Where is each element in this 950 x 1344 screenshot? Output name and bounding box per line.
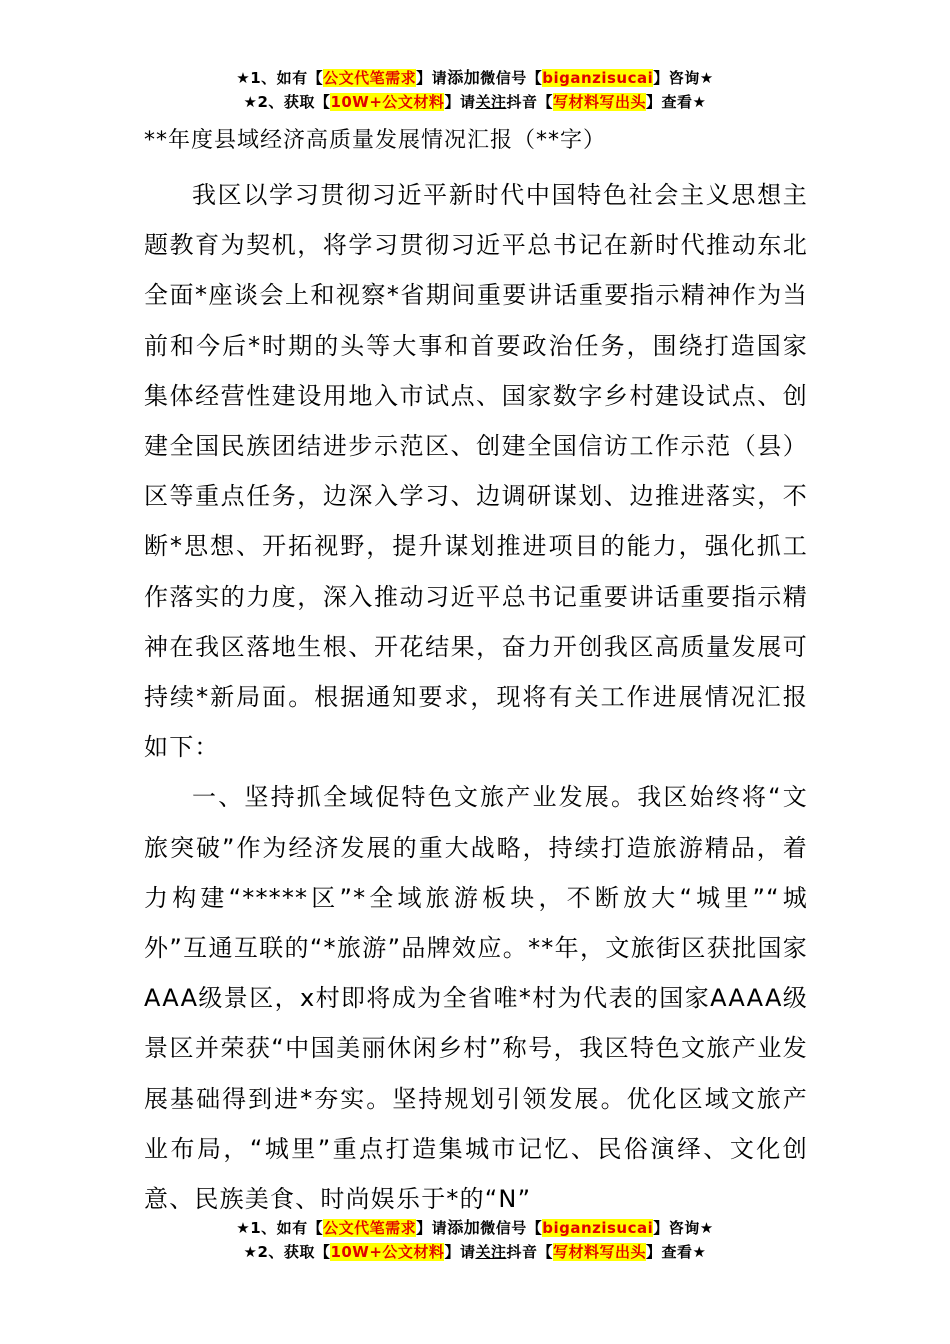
promo-text: 】咨询★ <box>653 69 714 87</box>
promo-highlight: 公文代笔需求 <box>323 1219 417 1237</box>
promo-text: 微信号【 <box>480 1219 543 1237</box>
promo-text: 】请 <box>444 93 476 111</box>
promo-text: 微信号【 <box>480 69 543 87</box>
promo-emphasis: 添加 <box>447 1218 481 1237</box>
promo-highlight: 10W+公文材料 <box>330 1243 445 1261</box>
body-paragraph: 我区以学习贯彻习近平新时代中国特色社会主义思想主题教育为契机，将学习贯彻习近平总书记在新时代推动东北全面*座谈会上和视察*省期间重要讲话重要指示精神作为当前和今后*时期的头等大事和首要政治任务，围绕打造国家集体经营性建设用地入市试点、国家数字乡村建设试点、创建全国民族团结进步示范区、创建全国信访工作示范（县）区等重点任务，边深入学习、边调研谋划、边推进落实，不断*思想、开拓视野，提升谋划推进项目的能力，强化抓工作落实的力度，深入推动习近平总书记重要讲话重要指示精神在我区落地生根、开花结果，奋力开创我区高质量发展可持续*新局面。根据通知要求，现将有关工作进展情况汇报如下： <box>144 181 808 762</box>
promo-emphasis: 关注 <box>475 93 507 111</box>
promo-text: 抖音【 <box>506 1243 553 1261</box>
promo-text: 】请 <box>416 69 448 87</box>
promo-wechat-id: biganzisucai <box>542 1219 654 1237</box>
promo-line-1 <box>0 66 950 90</box>
top-promo-banner <box>0 66 950 114</box>
promo-line-2 <box>0 1240 950 1264</box>
promo-emphasis: 关注 <box>475 1243 507 1261</box>
promo-text: 】查看★ <box>646 1243 707 1261</box>
promo-text: 】请 <box>416 1219 448 1237</box>
promo-text: ★1、如有【 <box>236 69 324 87</box>
promo-wechat-id: biganzisucai <box>542 69 654 87</box>
bottom-promo-banner <box>0 1216 950 1264</box>
promo-highlight: 公文代笔需求 <box>323 69 417 87</box>
promo-text: 】咨询★ <box>653 1219 714 1237</box>
promo-highlight: 10W+公文材料 <box>330 93 445 111</box>
promo-douyin-id: 写材料写出头 <box>552 93 646 111</box>
promo-douyin-id: 写材料写出头 <box>552 1243 646 1261</box>
promo-text: ★2、获取【 <box>243 93 331 111</box>
promo-emphasis: 添加 <box>447 68 481 87</box>
promo-text: ★1、如有【 <box>236 1219 324 1237</box>
document-body <box>144 170 808 1224</box>
body-paragraph: 一、坚持抓全域促特色文旅产业发展。我区始终将“文旅突破”作为经济发展的重大战略，持续打造旅游精品，着力构建“*****区”*全域旅游板块，不断放大“城里”“城外”互通互联的“*旅游”品牌效应。**年，文旅街区获批国家AAA级景区，x村即将成为全省唯*村为代表的国家AAAA级景区并荣获“中国美丽休闲乡村”称号，我区特色文旅产业发展基础得到进*夯实。坚持规划引领发展。优化区域文旅产业布局，“城里”重点打造集城市记忆、民俗演绎、文化创意、民族美食、时尚娱乐于*的“N” <box>144 783 808 1214</box>
promo-text: ★2、获取【 <box>243 1243 331 1261</box>
promo-line-1 <box>0 1216 950 1240</box>
promo-line-2 <box>0 90 950 114</box>
promo-text: 】请 <box>444 1243 476 1261</box>
promo-text: 抖音【 <box>506 93 553 111</box>
document-title: **年度县域经济高质量发展情况汇报（**字） <box>144 128 607 153</box>
promo-text: 】查看★ <box>646 93 707 111</box>
